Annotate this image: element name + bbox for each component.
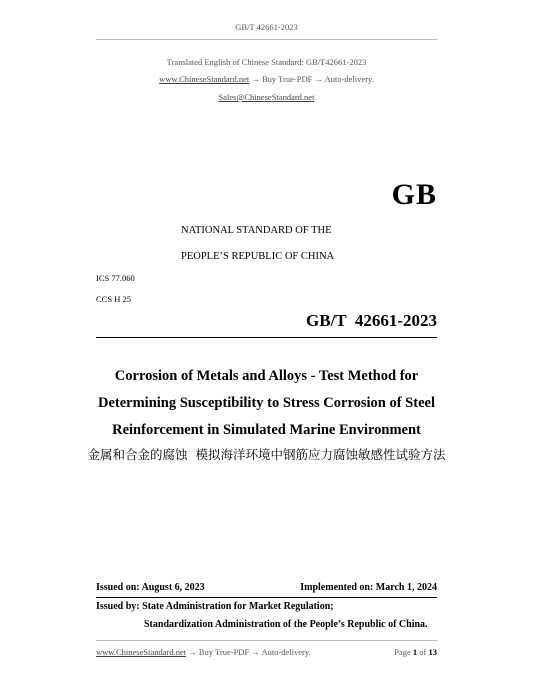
gb-mark: GB bbox=[391, 178, 437, 211]
page-of: of bbox=[419, 647, 427, 657]
ccs-code: CCS H 25 bbox=[96, 294, 131, 304]
national-standard-line2: PEOPLE’S REPUBLIC OF CHINA bbox=[181, 251, 335, 262]
site-link[interactable]: www.ChineseStandard.net bbox=[159, 74, 250, 84]
title-rule bbox=[96, 337, 437, 338]
national-standard-line1: NATIONAL STANDARD OF THE bbox=[181, 225, 332, 236]
title-chinese: 金属和合金的腐蚀 模拟海洋环境中钢筋应力腐蚀敏感性试验方法 bbox=[87, 447, 446, 462]
dates-rule bbox=[96, 597, 437, 598]
buy-notice bbox=[0, 74, 533, 84]
issued-on: Issued on: August 6, 2023 bbox=[96, 582, 205, 593]
title-line-1: Corrosion of Metals and Alloys - Test Method for bbox=[114, 368, 419, 384]
issued-by: Issued by: State Administration for Market Regulation; bbox=[96, 601, 334, 612]
issued-by-line2: Standardization Administration of the People’s Republic of China. bbox=[144, 619, 428, 630]
email-line bbox=[0, 92, 533, 102]
title-line-2: Determining Susceptibility to Stress Corrosion of Steel bbox=[98, 395, 435, 411]
footer-divider bbox=[96, 640, 437, 641]
footer-buy-text: → Buy True-PDF → Auto-delivery. bbox=[188, 647, 311, 657]
implemented-on: Implemented on: March 1, 2024 bbox=[300, 582, 437, 593]
title-line-3: Reinforcement in Simulated Marine Environment bbox=[112, 422, 421, 438]
email-link[interactable]: Sales@ChineseStandard.net bbox=[218, 92, 315, 102]
page-total: 13 bbox=[428, 647, 437, 657]
running-header: GB/T 42661-2023 bbox=[235, 22, 298, 32]
page-label: Page bbox=[394, 647, 411, 657]
buy-notice-text: → Buy True-PDF → Auto-delivery. bbox=[251, 74, 374, 84]
footer-buy-notice bbox=[96, 647, 311, 657]
ics-code: ICS 77.060 bbox=[96, 273, 135, 283]
page-current: 1 bbox=[412, 647, 418, 657]
header-divider bbox=[96, 39, 437, 40]
page-indicator bbox=[394, 647, 437, 657]
translation-notice: Translated English of Chinese Standard: GB/T42661-2023 bbox=[166, 57, 367, 67]
standard-number: GB/T 42661-2023 bbox=[306, 311, 437, 330]
footer-site-link[interactable]: www.ChineseStandard.net bbox=[96, 647, 187, 657]
